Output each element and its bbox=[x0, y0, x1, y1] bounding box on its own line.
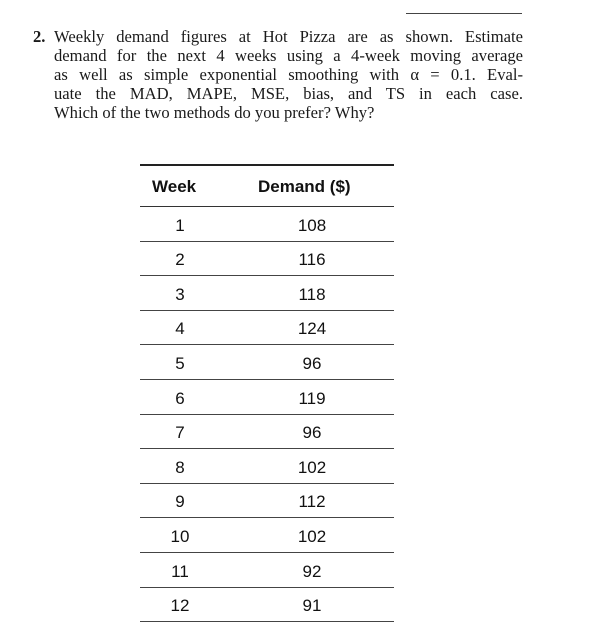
week-cell: 9 bbox=[175, 492, 185, 512]
demand-cell: 96 bbox=[302, 423, 322, 443]
week-cell: 12 bbox=[170, 596, 190, 616]
week-cell: 6 bbox=[175, 388, 185, 408]
week-cell: 2 bbox=[175, 250, 185, 270]
table-row bbox=[140, 520, 394, 553]
table-row bbox=[140, 485, 394, 518]
week-cell: 11 bbox=[171, 561, 189, 581]
problem-line: uate the MAD, MAPE, MSE, bias, and TS in each case. bbox=[54, 84, 523, 103]
table-row bbox=[140, 382, 394, 415]
problem-line: demand for the next 4 weeks using a 4-week moving average bbox=[54, 46, 523, 65]
table-body bbox=[140, 209, 394, 623]
demand-cell: 108 bbox=[297, 215, 327, 235]
week-column-header: Week bbox=[152, 177, 197, 196]
demand-column-header: Demand ($) bbox=[258, 177, 351, 196]
table-row bbox=[140, 589, 394, 622]
demand-cell: 124 bbox=[297, 319, 327, 339]
problem-line: as well as simple exponential smoothing with α = 0.1. Eval- bbox=[54, 65, 523, 84]
demand-cell: 102 bbox=[297, 457, 327, 477]
week-cell: 1 bbox=[175, 215, 185, 235]
demand-cell: 119 bbox=[298, 388, 326, 408]
table-row bbox=[140, 209, 394, 242]
demand-cell: 102 bbox=[297, 526, 327, 546]
top-rule bbox=[406, 13, 522, 14]
demand-cell: 96 bbox=[302, 353, 322, 373]
problem-line: Weekly demand figures at Hot Pizza are as shown. Estimate bbox=[54, 27, 523, 46]
problem-number: 2. bbox=[33, 27, 46, 46]
table-row bbox=[140, 278, 394, 311]
problem-statement bbox=[33, 27, 523, 122]
week-cell: 5 bbox=[175, 353, 185, 373]
table-header bbox=[140, 164, 394, 207]
week-cell: 3 bbox=[175, 284, 185, 304]
demand-cell: 92 bbox=[302, 561, 322, 581]
problem-text bbox=[54, 27, 523, 122]
week-cell: 4 bbox=[175, 319, 185, 339]
table-row bbox=[140, 347, 394, 380]
week-cell: 7 bbox=[175, 423, 185, 443]
problem-line: Which of the two methods do you prefer? Why? bbox=[54, 103, 375, 122]
table-row bbox=[140, 451, 394, 484]
table-row bbox=[140, 243, 394, 276]
demand-table bbox=[140, 164, 394, 622]
table-row bbox=[140, 312, 394, 345]
demand-cell: 91 bbox=[302, 596, 322, 616]
week-cell: 10 bbox=[170, 526, 190, 546]
week-cell: 8 bbox=[175, 457, 185, 477]
demand-cell: 112 bbox=[298, 492, 326, 512]
table-row bbox=[140, 416, 394, 449]
demand-cell: 118 bbox=[298, 284, 326, 304]
demand-cell: 116 bbox=[298, 250, 326, 270]
table-row bbox=[140, 555, 394, 588]
